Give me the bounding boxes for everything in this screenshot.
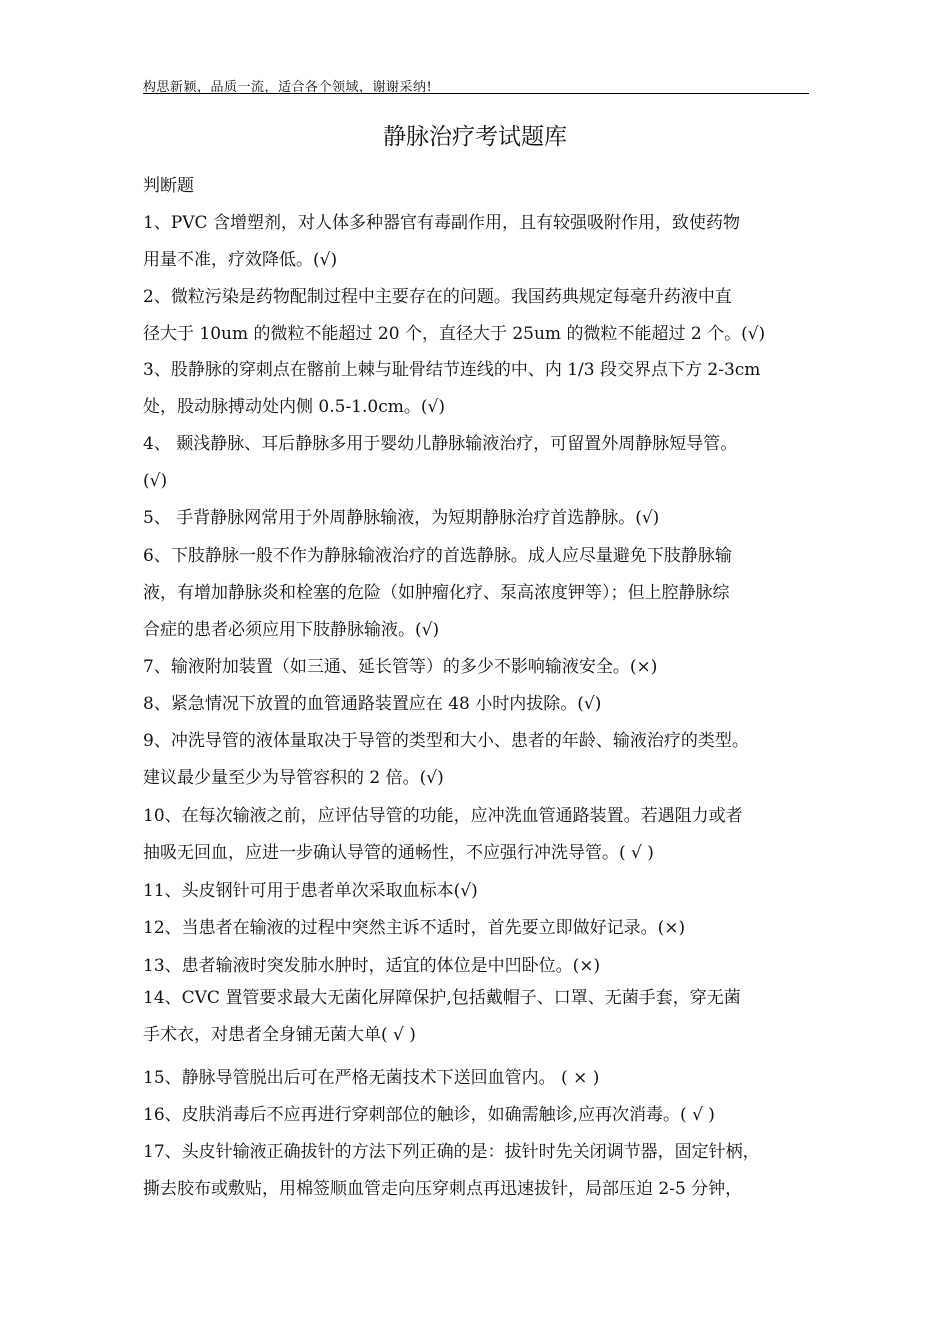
question-line: 5、 手背静脉网常用于外周静脉输液，为短期静脉治疗首选静脉。(√) <box>143 508 660 528</box>
question-line: 17、头皮针输液正确拔针的方法下列正确的是：拔针时先关闭调节器，固定针柄， <box>143 1142 760 1162</box>
question-item <box>143 910 809 947</box>
question-line: 液，有增加静脉炎和栓塞的危险（如肿瘤化疗、泵高浓度钾等）；但上腔静脉综 <box>143 583 730 603</box>
question-line: 8、紧急情况下放置的血管通路装置应在 48 小时内拔除。(√) <box>143 694 602 714</box>
question-item <box>143 686 809 723</box>
question-line: (√) <box>143 471 168 491</box>
question-line: 合症的患者必须应用下肢静脉输液。(√) <box>143 620 440 640</box>
question-line: 11、头皮钢针可用于患者单次采取血标本(√) <box>143 881 478 901</box>
question-item <box>143 279 809 353</box>
question-line: 4、 颞浅静脉、耳后静脉多用于婴幼儿静脉输液治疗，可留置外周静脉短导管。 <box>143 434 738 454</box>
question-item <box>143 798 809 872</box>
question-item <box>143 723 809 797</box>
question-line: 2、微粒污染是药物配制过程中主要存在的问题。我国药典规定每毫升药液中直 <box>143 287 732 307</box>
question-line: 14、CVC 置管要求最大无菌化屏障保护,包括戴帽子、口罩、无菌手套，穿无菌 <box>143 988 741 1008</box>
section-label: 判断题 <box>143 176 194 196</box>
header-divider <box>143 93 809 94</box>
question-line: 10、在每次输液之前，应评估导管的功能，应冲洗血管通路装置。若遇阻力或者 <box>143 806 743 826</box>
header-tagline: 构思新颖，品质一流，适合各个领域，谢谢采纳! <box>143 80 433 95</box>
question-line: 用量不准，疗效降低。(√) <box>143 250 338 270</box>
question-line: 手术衣，对患者全身铺无菌大单( √ ) <box>143 1025 416 1045</box>
question-line: 抽吸无回血，应进一步确认导管的通畅性，不应强行冲洗导管。( √ ) <box>143 843 654 863</box>
question-item <box>143 500 809 537</box>
question-item <box>143 649 809 686</box>
question-item <box>143 980 809 1054</box>
question-line: 处，股动脉搏动处内侧 0.5-1.0cm。(√) <box>143 397 445 417</box>
question-line: 径大于 10um 的微粒不能超过 20 个，直径大于 25um 的微粒不能超过 2 个。(√) <box>143 324 766 344</box>
question-line: 1、PVC 含增塑剂，对人体多种器官有毒副作用，且有较强吸附作用，致使药物 <box>143 213 740 233</box>
question-line: 16、皮肤消毒后不应再进行穿刺部位的触诊，如确需触诊,应再次消毒。( √ ) <box>143 1105 715 1125</box>
question-item <box>143 1060 809 1097</box>
question-line: 撕去胶布或敷贴，用棉签顺血管走向压穿刺点再迅速拔针，局部压迫 2-5 分钟， <box>143 1179 743 1199</box>
question-line: 12、当患者在输液的过程中突然主诉不适时，首先要立即做好记录。(×) <box>143 918 686 938</box>
question-item <box>143 538 809 649</box>
question-line: 9、冲洗导管的液体量取决于导管的类型和大小、患者的年龄、输液治疗的类型。 <box>143 731 749 751</box>
question-item <box>143 205 809 279</box>
question-line: 7、输液附加装置（如三通、延长管等）的多少不影响输液安全。(×) <box>143 657 658 677</box>
question-line: 6、下肢静脉一般不作为静脉输液治疗的首选静脉。成人应尽量避免下肢静脉输 <box>143 546 732 566</box>
question-line: 13、患者输液时突发肺水肿时，适宜的体位是中凹卧位。(×) <box>143 956 601 976</box>
question-item <box>143 1134 809 1208</box>
question-line: 建议最少量至少为导管容积的 2 倍。(√) <box>143 768 444 788</box>
question-item <box>143 1097 809 1134</box>
document-title: 静脉治疗考试题库 <box>383 124 567 150</box>
question-line: 15、静脉导管脱出后可在严格无菌技术下送回血管内。 ( × ) <box>143 1068 600 1088</box>
question-line: 3、股静脉的穿刺点在髂前上棘与耻骨结节连线的中、内 1/3 段交界点下方 2-3cm <box>143 360 761 380</box>
question-item <box>143 426 809 500</box>
question-item <box>143 352 809 426</box>
question-item <box>143 873 809 910</box>
